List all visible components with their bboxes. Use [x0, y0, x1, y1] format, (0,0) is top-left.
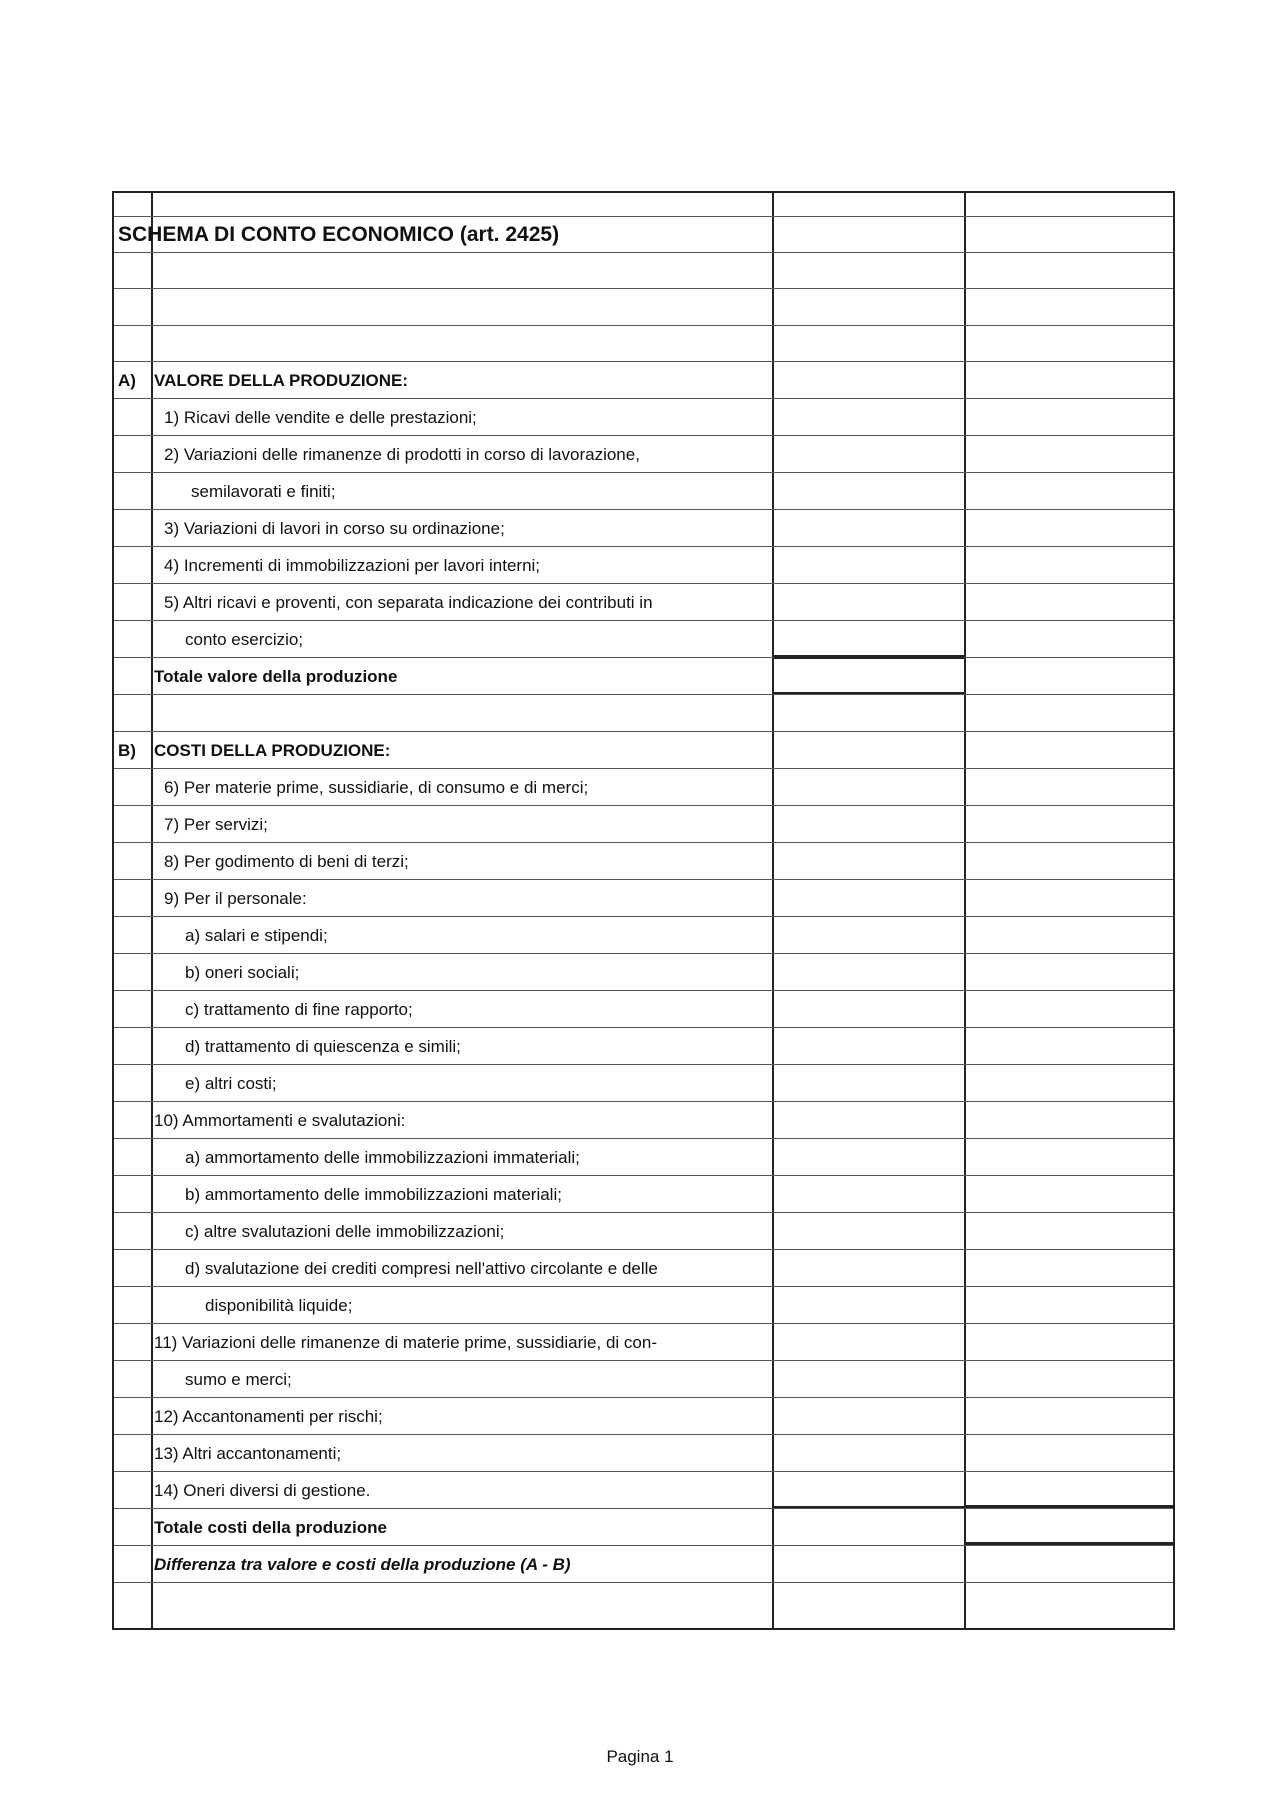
row-label: 3) Variazioni di lavori in corso su ordinazione;	[164, 518, 505, 538]
row-label: a) ammortamento delle immobilizzazioni immateriali;	[185, 1147, 580, 1167]
row-label: b) ammortamento delle immobilizzazioni materiali;	[185, 1184, 562, 1204]
row-label: 14) Oneri diversi di gestione.	[154, 1480, 371, 1500]
row-label: Totale valore della produzione	[154, 666, 398, 686]
table-row	[114, 731, 1173, 769]
row-label: Differenza tra valore e costi della produzione (A - B)	[154, 1554, 571, 1574]
table-row	[114, 546, 1173, 584]
table-row	[114, 361, 1173, 399]
table-row	[114, 1434, 1173, 1472]
table-row	[114, 193, 1173, 216]
row-label: 5) Altri ricavi e proventi, con separata indicazione dei contributi in	[164, 592, 653, 612]
table-row	[114, 1249, 1173, 1287]
table-row	[114, 288, 1173, 326]
table-row	[114, 694, 1173, 732]
table-row	[114, 1286, 1173, 1324]
table-row	[114, 1138, 1173, 1176]
row-label: 9) Per il personale:	[164, 888, 307, 908]
row-label: 6) Per materie prime, sussidiarie, di consumo e di merci;	[164, 777, 589, 797]
table-row	[114, 1582, 1173, 1629]
table-row	[114, 916, 1173, 954]
row-label: conto esercizio;	[185, 629, 304, 649]
table-row	[114, 398, 1173, 436]
row-label: 1) Ricavi delle vendite e delle prestazioni;	[164, 407, 477, 427]
table-row	[114, 1101, 1173, 1139]
total-value-cell-top	[774, 620, 964, 657]
row-label: 13) Altri accantonamenti;	[154, 1443, 342, 1463]
difference-cell	[966, 1505, 1173, 1545]
section-letter: A)	[118, 370, 136, 390]
table-row	[114, 1175, 1173, 1213]
row-label: d) svalutazione dei crediti compresi nell'attivo circolante e delle	[185, 1258, 658, 1278]
row-label	[154, 1583, 734, 1629]
row-label: 7) Per servizi;	[164, 814, 268, 834]
table-row	[114, 252, 1173, 289]
row-label: 11) Variazioni delle rimanenze di materie prime, sussidiarie, di con-	[154, 1332, 657, 1352]
table-row	[114, 1397, 1173, 1435]
row-label: c) altre svalutazioni delle immobilizzazioni;	[185, 1221, 505, 1241]
table-row	[114, 805, 1173, 843]
table-row	[114, 1212, 1173, 1250]
row-label: 2) Variazioni delle rimanenze di prodotti in corso di lavorazione,	[164, 444, 640, 464]
row-label	[154, 695, 734, 732]
row-label	[154, 193, 734, 216]
row-label	[154, 326, 734, 362]
row-label: a) salari e stipendi;	[185, 925, 328, 945]
row-label: COSTI DELLA PRODUZIONE:	[154, 740, 391, 760]
row-label: sumo e merci;	[185, 1369, 292, 1389]
table-row	[114, 657, 1173, 695]
row-label: VALORE DELLA PRODUZIONE:	[154, 370, 409, 390]
row-label: e) altri costi;	[185, 1073, 277, 1093]
row-label: disponibilità liquide;	[205, 1295, 353, 1315]
total-costs-cell-top	[774, 1471, 964, 1508]
table-row	[114, 325, 1173, 362]
table-row	[114, 472, 1173, 510]
row-label: Totale costi della produzione	[154, 1517, 387, 1537]
row-label: b) oneri sociali;	[185, 962, 300, 982]
table-row	[114, 620, 1173, 658]
table-row	[114, 1064, 1173, 1102]
table-row	[114, 583, 1173, 621]
table-row	[114, 1471, 1173, 1509]
row-label: 12) Accantonamenti per rischi;	[154, 1406, 383, 1426]
row-label: 8) Per godimento di beni di terzi;	[164, 851, 409, 871]
row-label: d) trattamento di quiescenza e simili;	[185, 1036, 461, 1056]
table-row	[114, 953, 1173, 991]
table-row	[114, 990, 1173, 1028]
page-footer: Pagina 1	[606, 1747, 674, 1766]
table-row	[114, 435, 1173, 473]
table-row	[114, 1545, 1173, 1583]
page-title: SCHEMA DI CONTO ECONOMICO (art. 2425)	[118, 223, 560, 246]
row-label: 4) Incrementi di immobilizzazioni per lavori interni;	[164, 555, 541, 575]
row-label	[154, 289, 734, 326]
table-row	[114, 1323, 1173, 1361]
table-row	[114, 768, 1173, 806]
total-value-cell	[774, 657, 964, 694]
table-row	[114, 1360, 1173, 1398]
row-label: 10) Ammortamenti e svalutazioni:	[154, 1110, 406, 1130]
conto-economico-table	[112, 191, 1175, 1630]
title-row	[114, 216, 1173, 253]
table-row	[114, 842, 1173, 880]
table-row	[114, 1027, 1173, 1065]
section-letter: B)	[118, 740, 136, 760]
row-label	[154, 253, 734, 289]
row-label: semilavorati e finiti;	[191, 481, 336, 501]
row-label: c) trattamento di fine rapporto;	[185, 999, 413, 1019]
table-row	[114, 879, 1173, 917]
table-row	[114, 509, 1173, 547]
